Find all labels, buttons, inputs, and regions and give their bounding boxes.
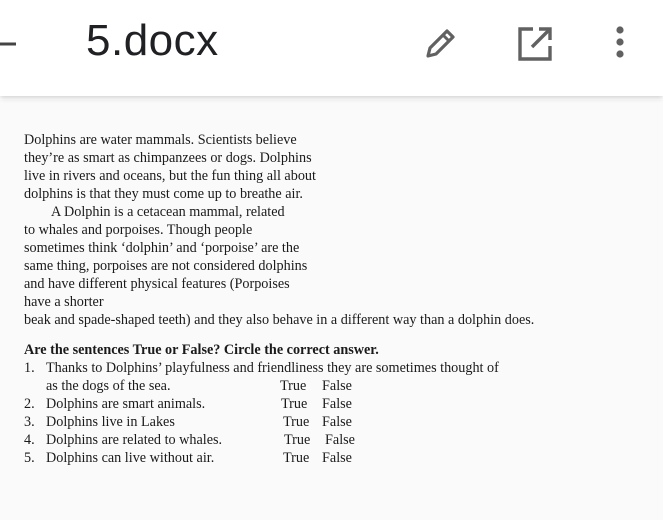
true-option: True (283, 450, 310, 466)
question-number: 5. (24, 450, 35, 466)
question-row (24, 413, 534, 431)
question-row (24, 359, 534, 377)
text-line: they’re as smart as chimpanzees or dogs. Dolphins (24, 150, 312, 166)
more-vert-icon[interactable] (606, 22, 634, 66)
text-line: sometimes think ‘dolphin’ and ‘porpoise’ are the (24, 240, 300, 256)
text-line: to whales and porpoises. Though people (24, 222, 253, 238)
pencil-icon[interactable] (420, 24, 460, 64)
question-text: Dolphins are related to whales. (46, 432, 223, 448)
text-line: dolphins is that they must come up to breathe air. (24, 186, 303, 202)
text-line: same thing, porpoises are not considered dolphins (24, 258, 308, 274)
question-text: Dolphins are smart animals. (46, 396, 206, 412)
false-option: False (322, 396, 352, 412)
text-line: live in rivers and oceans, but the fun thing all about (24, 168, 316, 184)
text-line: beak and spade-shaped teeth) and they also behave in a different way than a dolphin does. (24, 312, 535, 328)
false-option: False (322, 378, 352, 394)
question-row (24, 395, 534, 413)
text-line: have a shorter (24, 294, 104, 310)
question-text: Dolphins live in Lakes (46, 414, 175, 430)
question-text: Dolphins can live without air. (46, 450, 215, 466)
back-arrow-icon[interactable] (0, 28, 18, 60)
question-text: Thanks to Dolphins’ playfulness and friendliness they are sometimes thought of (46, 360, 499, 376)
app-bar (0, 0, 663, 96)
document-title: 5.docx (86, 16, 219, 65)
question-number: 2. (24, 396, 35, 412)
question-text-continuation: as the dogs of the sea. (46, 378, 171, 394)
paragraph-1 (24, 131, 534, 203)
text-line: and have different physical features (Porpoises (24, 276, 290, 292)
question-number: 4. (24, 432, 35, 448)
false-option: False (325, 432, 355, 448)
question-number: 3. (24, 414, 35, 430)
true-option: True (284, 432, 311, 448)
question-row (24, 449, 534, 467)
open-in-new-icon[interactable] (515, 24, 555, 64)
document-body (24, 131, 534, 467)
text-line: A Dolphin is a cetacean mammal, related (51, 204, 285, 220)
paragraph-2 (24, 203, 534, 329)
question-title: Are the sentences True or False? Circle the correct answer. (24, 342, 379, 358)
question-number: 1. (24, 360, 35, 376)
text-line: Dolphins are water mammals. Scientists believe (24, 132, 297, 148)
true-option: True (280, 378, 307, 394)
true-option: True (281, 396, 308, 412)
true-option: True (283, 414, 310, 430)
false-option: False (322, 450, 352, 466)
false-option: False (322, 414, 352, 430)
question-row (24, 377, 534, 395)
question-row (24, 431, 534, 449)
